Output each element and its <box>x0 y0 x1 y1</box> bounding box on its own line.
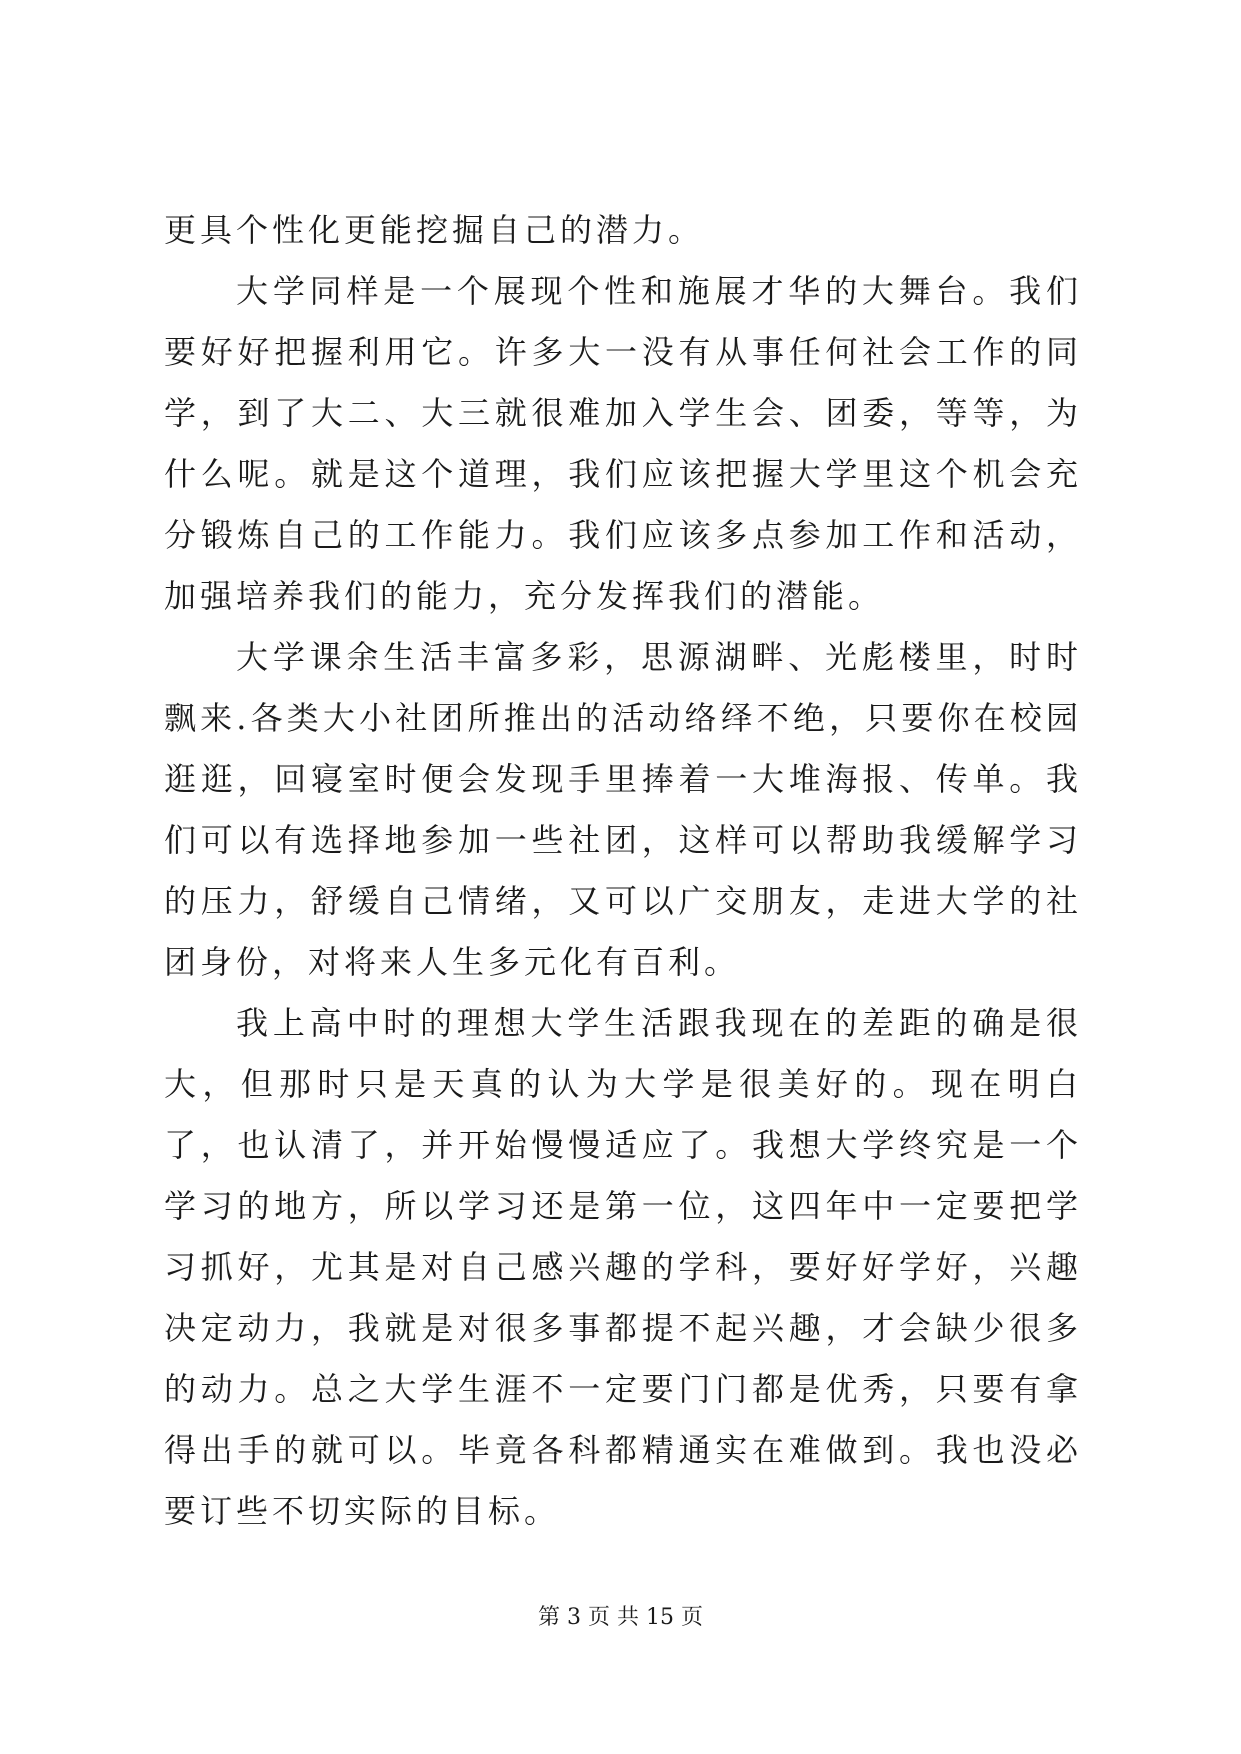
paragraph-2: 大学同样是一个展现个性和施展才华的大舞台。我们要好好把握利用它。许多大一没有从事任何社会工作的同学，到了大二、大三就很难加入学生会、团委，等等，为什么呢。就是这个道理，我们应该把握大学里这个机会充分锻炼自己的工作能力。我们应该多点参加工作和活动，加强培养我们的能力，充分发挥我们的潜能。 <box>164 272 1082 615</box>
page-number-footer: 第 3 页 共 15 页 <box>538 1605 703 1630</box>
paragraph-4: 我上高中时的理想大学生活跟我现在的差距的确是很大，但那时只是天真的认为大学是很美好的。现在明白了，也认清了，并开始慢慢适应了。我想大学终究是一个学习的地方，所以学习还是第一位，这四年中一定要把学习抓好，尤其是对自己感兴趣的学科，要好好学好，兴趣决定动力，我就是对很多事都提不起兴趣，才会缺少很多的动力。总之大学生涯不一定要门门都是优秀，只要有拿得出手的就可以。毕竟各科都精通实在难做到。我也没必要订些不切实际的目标。 <box>164 1004 1082 1530</box>
paragraph-3: 大学课余生活丰富多彩，思源湖畔、光彪楼里，时时飘来.各类大小社团所推出的活动络绎不绝，只要你在校园逛逛，回寝室时便会发现手里捧着一大堆海报、传单。我们可以有选择地参加一些社团，这样可以帮助我缓解学习的压力，舒缓自己情绪，又可以广交朋友，走进大学的社团身份，对将来人生多元化有百利。 <box>164 638 1082 981</box>
paragraph-1: 更具个性化更能挖掘自己的潜力。 <box>164 211 705 249</box>
document-body <box>164 200 1082 1542</box>
